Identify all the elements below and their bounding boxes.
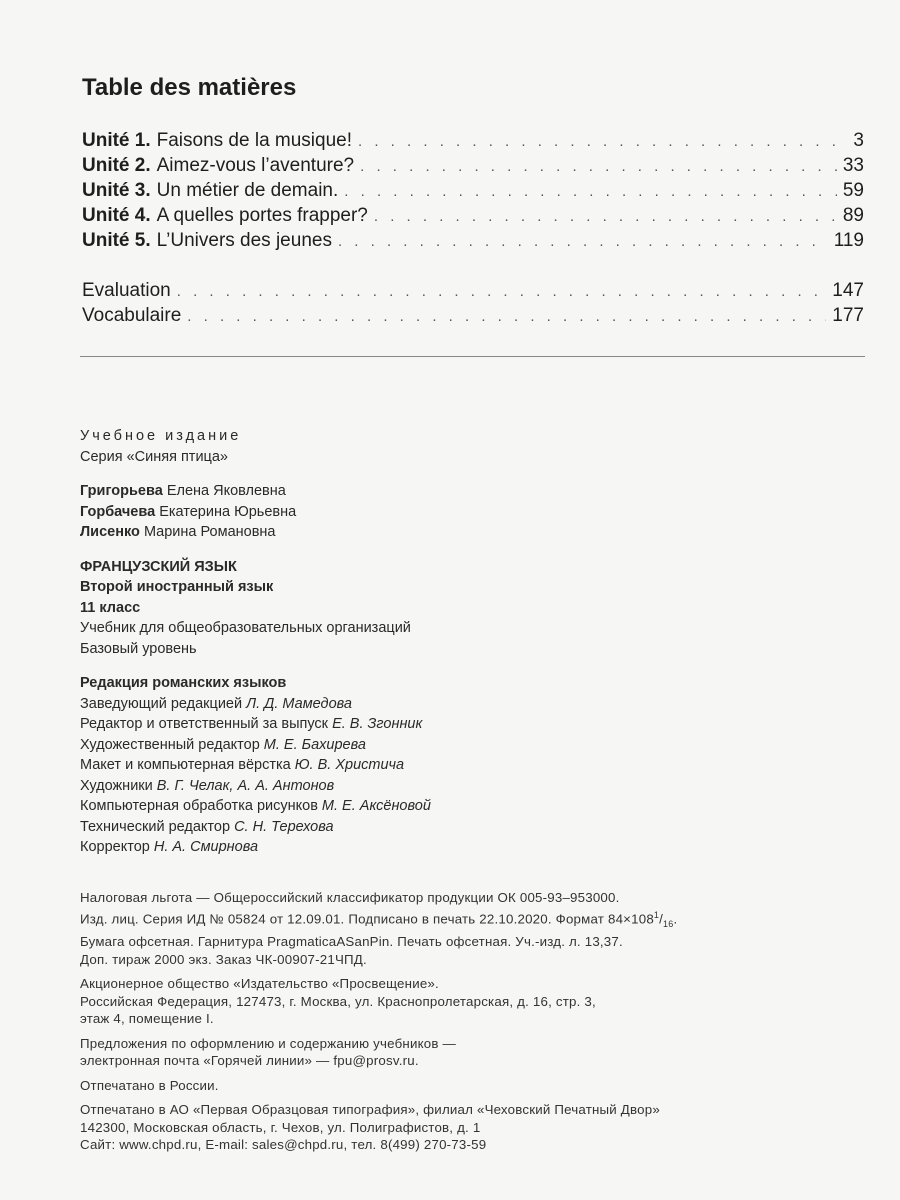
- toc-title: Table des matières: [82, 74, 297, 101]
- toc-entry-unit-1: [82, 128, 864, 153]
- toc-extra-title: Vocabulaire: [82, 305, 182, 326]
- toc-spacer: [82, 253, 864, 278]
- subject-title: ФРАНЦУЗСКИЙ ЯЗЫК: [80, 558, 237, 575]
- series-line: Серия «Синяя птица»: [80, 448, 228, 465]
- author-line: [80, 481, 860, 502]
- edition-type: Учебное издание: [80, 428, 242, 444]
- toc-page-number: 33: [842, 155, 864, 176]
- staff-line: [80, 796, 860, 817]
- author-surname: Горбачева: [80, 503, 156, 520]
- staff-role: Корректор: [80, 839, 150, 855]
- table-of-contents: [82, 128, 864, 328]
- imprint-block: [80, 426, 860, 858]
- staff-person: Н. А. Смирнова: [153, 839, 259, 855]
- staff-role: Художники: [80, 777, 153, 794]
- toc-leader-dots: [374, 204, 837, 229]
- staff-line: [80, 714, 860, 735]
- staff-role: Технический редактор: [80, 818, 231, 835]
- toc-unit-label: Unité 4.: [82, 205, 151, 226]
- grade-line: 11 класс: [80, 599, 141, 616]
- staff-person: Е. В. Згонник: [332, 716, 423, 732]
- toc-unit-title: Faisons de la musique!: [156, 130, 353, 151]
- section-divider: [80, 356, 865, 357]
- hotline-email-line: электронная почта «Горячей линии» — fpu@prosv.ru.: [80, 1053, 419, 1069]
- staff-line: [80, 776, 860, 797]
- toc-entry-unit-4: [82, 203, 864, 228]
- toc-unit-title: Aimez-vous l’aventure?: [156, 155, 355, 176]
- subject-subtitle: Второй иностранный язык: [80, 579, 274, 595]
- staff-role: Художественный редактор: [80, 736, 260, 753]
- author-name: Елена Яковлевна: [166, 483, 286, 499]
- toc-unit-title: A quelles portes frapper?: [156, 205, 368, 226]
- toc-entry-unit-2: [82, 153, 864, 178]
- tax-line: Налоговая льгота — Общероссийский классификатор продукции ОК 005-93–953000.: [80, 890, 620, 905]
- toc-leader-dots: [177, 279, 827, 304]
- license-text: Изд. лиц. Серия ИД № 05824 от 12.09.01. Подписано в печать 22.10.2020. Формат 84×108: [80, 910, 654, 926]
- license-tail: .: [673, 910, 678, 926]
- proposals-line: Предложения по оформлению и содержанию учебников —: [80, 1035, 456, 1051]
- printed-in-line: Отпечатано в России.: [80, 1077, 219, 1093]
- toc-page-number: 59: [842, 180, 864, 201]
- printer-line: Отпечатано в АО «Первая Образцовая типография», филиал «Чеховский Печатный Двор»: [80, 1102, 660, 1118]
- toc-unit-title: Un métier de demain.: [156, 180, 339, 201]
- staff-line: [80, 694, 860, 715]
- publisher-address-line: Российская Федерация, 127473, г. Москва, ул. Краснопролетарская, д. 16, стр. 3,: [80, 993, 596, 1009]
- staff-line: [80, 735, 860, 756]
- toc-unit-label: Unité 2.: [82, 155, 151, 176]
- author-surname: Григорьева: [80, 483, 163, 499]
- staff-line: [80, 755, 860, 776]
- publisher-address-line: этаж 4, помещение I.: [80, 1011, 214, 1027]
- author-line: [80, 502, 860, 523]
- author-surname: Лисенко: [80, 524, 140, 540]
- staff-role: Редактор и ответственный за выпуск: [80, 716, 329, 732]
- editorial-heading: Редакция романских языков: [80, 675, 287, 691]
- book-type-line: Учебник для общеобразовательных организаций: [80, 620, 411, 636]
- publication-details: [80, 889, 860, 1154]
- toc-entry-vocabulaire: [82, 303, 864, 328]
- toc-entry-unit-3: [82, 178, 864, 203]
- toc-entry-unit-5: [82, 228, 864, 253]
- staff-person: М. Е. Бахирева: [263, 736, 366, 753]
- format-sub: 16: [663, 918, 674, 929]
- author-name: Екатерина Юрьевна: [159, 503, 297, 520]
- toc-unit-label: Unité 3.: [82, 180, 151, 201]
- staff-role: Макет и компьютерная вёрстка: [80, 757, 291, 773]
- publisher-line: Акционерное общество «Издательство «Просвещение».: [80, 976, 439, 992]
- toc-unit-label: Unité 1.: [82, 130, 151, 151]
- toc-entry-evaluation: [82, 278, 864, 303]
- author-line: [80, 522, 860, 543]
- staff-person: М. Е. Аксёновой: [321, 798, 431, 814]
- toc-leader-dots: [187, 304, 826, 329]
- staff-line: [80, 817, 860, 838]
- author-name: Марина Романовна: [143, 524, 276, 540]
- staff-role: Компьютерная обработка рисунков: [80, 798, 318, 814]
- toc-page-number: 147: [832, 280, 864, 301]
- staff-person: Ю. В. Христича: [294, 757, 405, 773]
- toc-leader-dots: [360, 154, 837, 179]
- staff-role: Заведующий редакцией: [80, 695, 243, 712]
- staff-line: [80, 837, 860, 858]
- format-sup: 1: [653, 909, 660, 920]
- toc-extra-title: Evaluation: [82, 280, 171, 301]
- staff-person: С. Н. Терехова: [234, 818, 334, 835]
- toc-page-number: 119: [833, 230, 864, 251]
- level-line: Базовый уровень: [80, 640, 197, 657]
- toc-unit-label: Unité 5.: [82, 230, 151, 251]
- printer-address-line: 142300, Московская область, г. Чехов, ул. Полиграфистов, д. 1: [80, 1119, 481, 1135]
- toc-leader-dots: [344, 179, 837, 204]
- printer-contacts-line: Сайт: www.chpd.ru, E-mail: sales@chpd.ru, тел. 8(499) 270-73-59: [80, 1137, 487, 1153]
- toc-page-number: 177: [832, 305, 864, 326]
- toc-page-number: 89: [842, 205, 864, 226]
- staff-person: Л. Д. Мамедова: [246, 695, 352, 712]
- toc-leader-dots: [358, 129, 847, 154]
- paper-line: Бумага офсетная. Гарнитура PragmaticaASanPin. Печать офсетная. Уч.-изд. л. 13,37.: [80, 934, 623, 950]
- toc-leader-dots: [338, 229, 828, 254]
- print-run-line: Доп. тираж 2000 экз. Заказ ЧК-00907-21ЧПД.: [80, 951, 367, 967]
- toc-page-number: 3: [853, 130, 864, 151]
- license-line: Изд. лиц. Серия ИД № 05824 от 12.09.01. Подписано в печать 22.10.2020. Формат $84\times 108^1/_{16}$.: [80, 909, 678, 929]
- toc-unit-title: L’Univers des jeunes: [156, 230, 332, 251]
- staff-person: В. Г. Челак, А. А. Антонов: [156, 777, 335, 794]
